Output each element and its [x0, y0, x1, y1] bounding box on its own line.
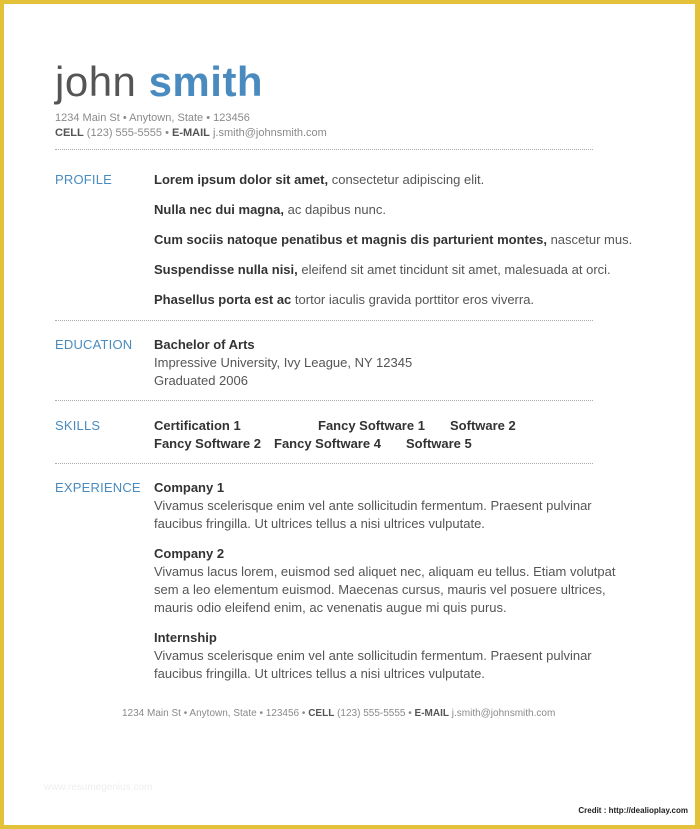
profile-line	[154, 291, 534, 309]
profile-line-text: nascetur mus.	[550, 232, 633, 247]
profile-line-bold: Lorem ipsum dolor sit amet,	[154, 172, 329, 187]
profile-line	[154, 231, 632, 249]
footer-cell-value: (123) 555-5555 •	[337, 708, 412, 719]
resume-page	[4, 4, 695, 825]
email-label: E-MAIL	[172, 127, 210, 139]
job-description: Vivamus scelerisque enim vel ante sollicitudin fermentum. Praesent pulvinar faucibus fringilla. Ut ultrices tellus a nisi ultrices vulputate.	[154, 498, 592, 531]
last-name: smith	[148, 58, 264, 105]
education-graduated: Graduated 2006	[154, 373, 248, 388]
watermark: www.resumegenius.com	[44, 782, 153, 793]
job-description: Vivamus lacus lorem, euismod sed aliquet nec, aliquam eu tellus. Etiam volutpat sem a leo elementum euismod. Maecenas cursus, mauris vel posuere ultrices, mauris odio eleifend enim, ac venenatis augue mi quis purus.	[154, 564, 616, 615]
cell-value: (123) 555-5555	[86, 127, 163, 139]
experience-heading: EXPERIENCE	[55, 480, 141, 495]
header-address: 1234 Main St • Anytown, State • 123456	[55, 112, 250, 124]
profile-line-bold: Nulla nec dui magna,	[154, 202, 285, 217]
education-degree: Bachelor of Arts	[154, 337, 255, 352]
contact-separator: •	[165, 127, 169, 139]
footer-email-label: E-MAIL	[414, 708, 449, 719]
email-value: j.smith@johnsmith.com	[212, 127, 327, 139]
job-title: Company 1	[154, 480, 225, 495]
profile-line	[154, 201, 386, 219]
candidate-name	[55, 58, 263, 106]
section-divider	[55, 463, 593, 464]
skill-item: Fancy Software 1	[318, 418, 425, 433]
profile-line-text: eleifend sit amet tincidunt sit amet, malesuada at orci.	[301, 262, 611, 277]
first-name: john	[55, 58, 137, 105]
skill-item: Fancy Software 2	[154, 436, 261, 451]
profile-line-bold: Suspendisse nulla nisi,	[154, 262, 298, 277]
profile-line	[154, 171, 484, 189]
skill-item: Software 2	[450, 418, 516, 433]
footer-cell-label: CELL	[308, 708, 335, 719]
profile-line-bold: Cum sociis natoque penatibus et magnis dis parturient montes,	[154, 232, 547, 247]
profile-line-text: tortor iaculis gravida porttitor eros viverra.	[294, 292, 535, 307]
footer-contact	[122, 708, 555, 719]
cell-label: CELL	[55, 127, 84, 139]
section-divider	[55, 400, 593, 401]
profile-line-text: ac dapibus nunc.	[287, 202, 386, 217]
job-title: Internship	[154, 630, 217, 645]
profile-heading: PROFILE	[55, 172, 113, 187]
skills-heading: SKILLS	[55, 418, 101, 433]
section-divider	[55, 149, 593, 150]
skill-item: Fancy Software 4	[274, 436, 381, 451]
job-description: Vivamus scelerisque enim vel ante sollicitudin fermentum. Praesent pulvinar faucibus fringilla. Ut ultrices tellus a nisi ultrices vulputate.	[154, 648, 592, 681]
profile-line-bold: Phasellus porta est ac	[154, 292, 292, 307]
header-contact	[55, 126, 327, 141]
image-credit: Credit : http://dealioplay.com	[578, 806, 688, 815]
section-divider	[55, 320, 593, 321]
profile-line	[154, 261, 611, 279]
footer-address: 1234 Main St • Anytown, State • 123456 •	[122, 708, 306, 719]
education-heading: EDUCATION	[55, 337, 133, 352]
job-title: Company 2	[154, 546, 225, 561]
skill-item: Certification 1	[154, 418, 241, 433]
education-school: Impressive University, Ivy League, NY 12345	[154, 355, 413, 370]
profile-line-text: consectetur adipiscing elit.	[331, 172, 485, 187]
skill-item: Software 5	[406, 436, 472, 451]
footer-email-value: j.smith@johnsmith.com	[451, 708, 556, 719]
